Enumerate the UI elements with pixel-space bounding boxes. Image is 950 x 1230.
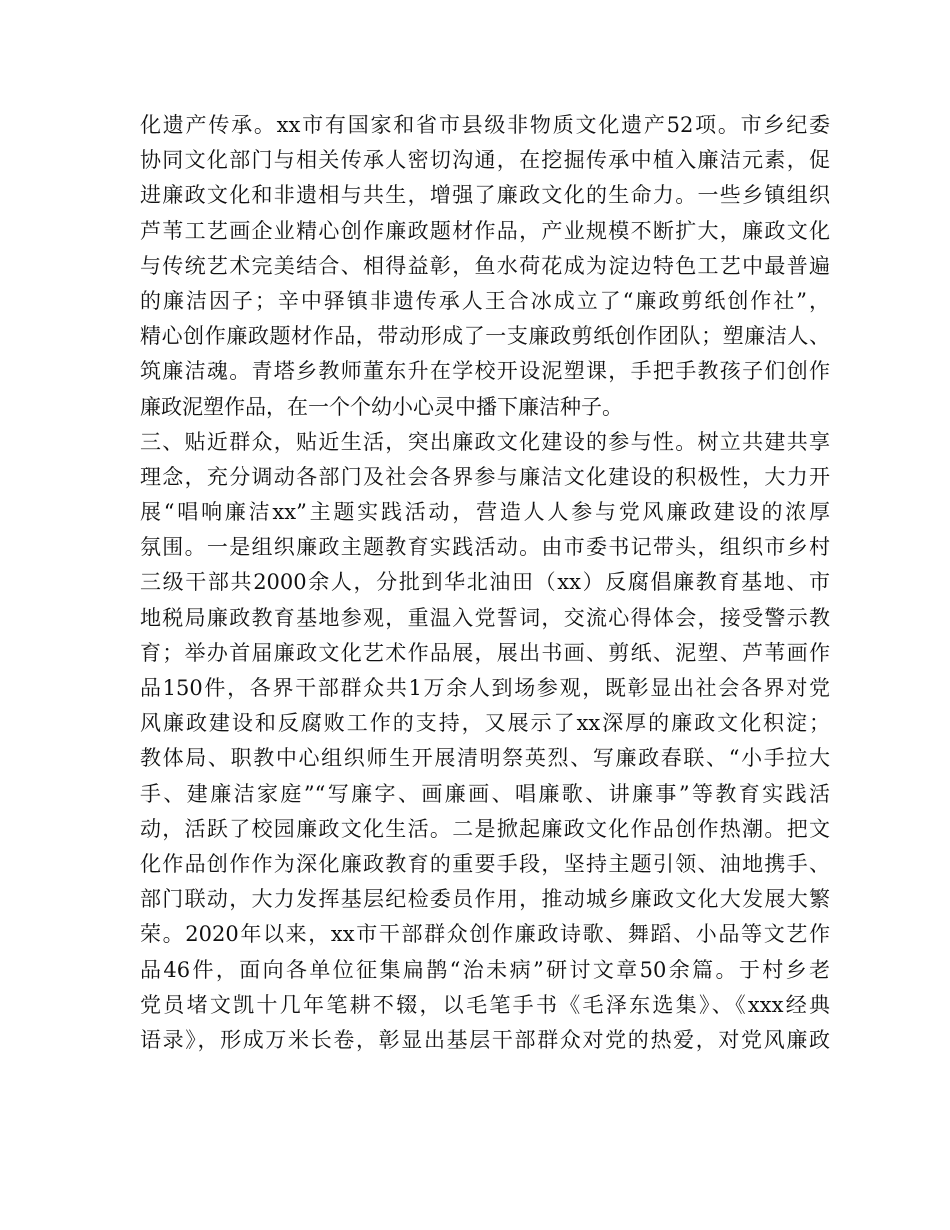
text-line: 育；举办首届廉政文化艺术作品展，展出书画、剪纸、泥塑、芦苇画作 xyxy=(140,640,830,665)
text-line: 化作品创作作为深化廉政教育的重要手段，坚持主题引领、油地携手、 xyxy=(140,851,830,876)
text-line: 风廉政建设和反腐败工作的支持，又展示了xx深厚的廉政文化积淀； xyxy=(140,711,830,736)
text-line: 部门联动，大力发挥基层纪检委员作用，推动城乡廉政文化大发展大繁 xyxy=(140,887,830,912)
text-line: 地税局廉政教育基地参观，重温入党誓词，交流心得体会，接受警示教 xyxy=(140,605,830,630)
text-line: 筑廉洁魂。青塔乡教师董东升在学校开设泥塑课，手把手教孩子们创作 xyxy=(140,359,830,384)
text-line: 品150件，各界干部群众共1万余人到场参观，既彰显出社会各界对党 xyxy=(140,676,830,700)
text-line: 理念，充分调动各部门及社会各界参与廉洁文化建设的积极性，大力开 xyxy=(140,464,830,489)
text-line: 廉政泥塑作品，在一个个幼小心灵中播下廉洁种子。 xyxy=(140,394,623,419)
text-line: 三级干部共2000余人，分批到华北油田（xx）反腐倡廉教育基地、市 xyxy=(140,570,830,595)
text-line: 动，活跃了校园廉政文化生活。二是掀起廉政文化作品创作热潮。把文 xyxy=(140,816,830,841)
text-line: 手、建廉洁家庭”“写廉字、画廉画、唱廉歌、讲廉事”等教育实践活 xyxy=(140,781,830,806)
text-line: 荣。2020年以来，xx市干部群众创作廉政诗歌、舞蹈、小品等文艺作 xyxy=(140,922,830,947)
text-line: 精心创作廉政题材作品，带动形成了一支廉政剪纸创作团队；塑廉洁人、 xyxy=(140,324,830,349)
text-line: 党员堵文凯十几年笔耕不辍，以毛笔手书《毛泽东选集》、《xxx经典 xyxy=(140,992,830,1017)
text-line: 品46件，面向各单位征集扁鹊“治未病”研讨文章50余篇。于村乡老 xyxy=(140,957,830,982)
text-line: 氛围。一是组织廉政主题教育实践活动。由市委书记带头，组织市乡村 xyxy=(140,535,830,560)
text-line: 的廉洁因子；辛中驿镇非遗传承人王合冰成立了“廉政剪纸创作社”， xyxy=(140,288,830,313)
text-line: 展“唱响廉洁xx”主题实践活动，营造人人参与党风廉政建设的浓厚 xyxy=(140,500,830,525)
text-line: 协同文化部门与相关传承人密切沟通，在挖掘传承中植入廉洁元素，促 xyxy=(140,148,830,173)
text-line: 化遗产传承。xx市有国家和省市县级非物质文化遗产52项。市乡纪委 xyxy=(140,113,830,137)
text-line: 三、贴近群众，贴近生活，突出廉政文化建设的参与性。树立共建共享 xyxy=(140,429,830,454)
text-line: 进廉政文化和非遗相与共生，增强了廉政文化的生命力。一些乡镇组织 xyxy=(140,183,830,208)
text-line: 语录》，形成万米长卷，彰显出基层干部群众对党的热爱，对党风廉政 xyxy=(140,1027,830,1052)
text-line: 与传统艺术完美结合、相得益彰，鱼水荷花成为淀边特色工艺中最普遍 xyxy=(140,253,830,278)
text-line: 芦苇工艺画企业精心创作廉政题材作品，产业规模不断扩大，廉政文化 xyxy=(140,218,830,243)
body-text xyxy=(140,108,830,1058)
text-line: 教体局、职教中心组织师生开展清明祭英烈、写廉政春联、“小手拉大 xyxy=(140,746,830,771)
